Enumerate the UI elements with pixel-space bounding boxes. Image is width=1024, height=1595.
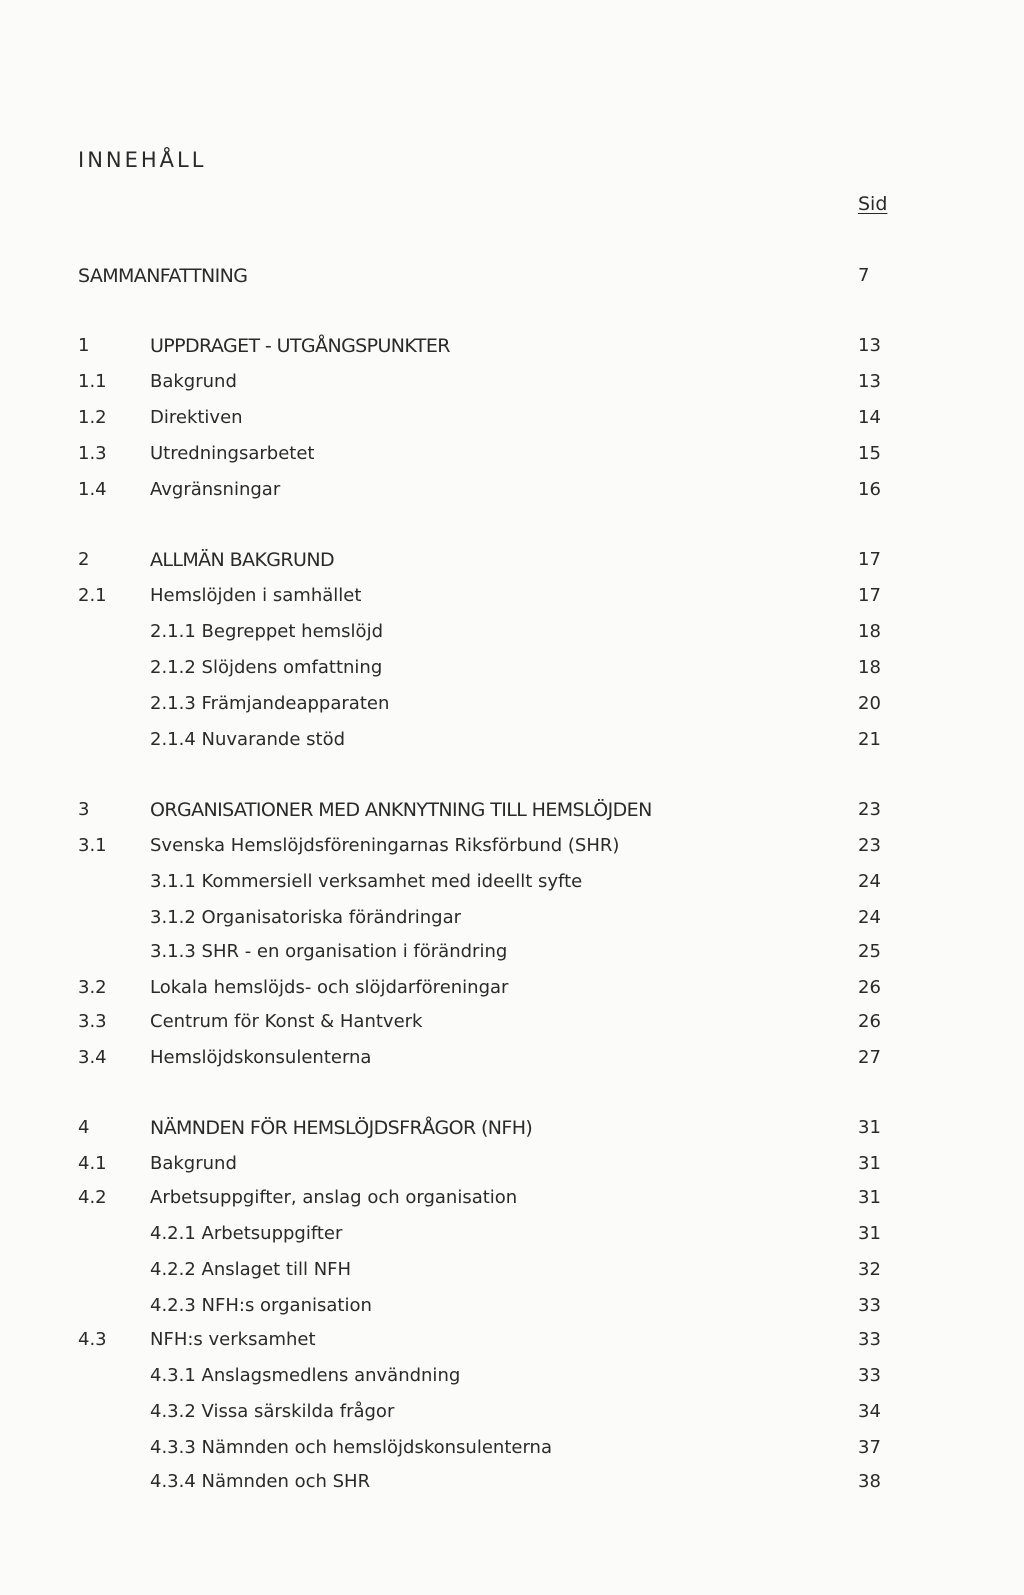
toc-entry-number: 4	[78, 1117, 90, 1138]
toc-entry	[0, 368, 1024, 398]
toc-entry	[0, 476, 1024, 506]
toc-entry-title: Bakgrund	[150, 1153, 237, 1174]
toc-entry-title: 4.2.3 NFH:s organisation	[150, 1295, 372, 1316]
toc-entry-title: 4.3.3 Nämnden och hemslöjdskonsulenterna	[150, 1437, 552, 1458]
toc-entry-page: 33	[858, 1295, 881, 1316]
toc-entry-page: 26	[858, 977, 881, 998]
toc-entry	[0, 1008, 1024, 1038]
toc-entry-page: 32	[858, 1259, 881, 1280]
toc-entry-number: 1.1	[78, 371, 107, 392]
toc-entry-title: UPPDRAGET - UTGÅNGSPUNKTER	[150, 335, 450, 357]
toc-entry	[0, 974, 1024, 1004]
toc-entry	[0, 262, 1024, 292]
toc-entry-page: 31	[858, 1223, 881, 1244]
toc-entry-number: 1.4	[78, 479, 107, 500]
toc-entry-page: 26	[858, 1011, 881, 1032]
toc-entry-number: 3.2	[78, 977, 107, 998]
toc-entry-title: NFH:s verksamhet	[150, 1329, 316, 1350]
toc-entry-title: 4.3.1 Anslagsmedlens användning	[150, 1365, 461, 1386]
toc-entry-number: 2.1	[78, 585, 107, 606]
toc-entry-title: Hemslöjden i samhället	[150, 585, 362, 606]
toc-entry	[0, 726, 1024, 756]
toc-entry-title: Lokala hemslöjds- och slöjdarföreningar	[150, 977, 509, 998]
toc-entry-title: 3.1.1 Kommersiell verksamhet med ideellt syfte	[150, 871, 583, 892]
toc-entry	[0, 1150, 1024, 1180]
toc-entry	[0, 690, 1024, 720]
page-column-label: Sid	[858, 193, 888, 215]
toc-entry-title: 2.1.1 Begreppet hemslöjd	[150, 621, 383, 642]
toc-entry-page: 24	[858, 871, 881, 892]
toc-entry	[0, 868, 1024, 898]
toc-entry	[0, 1468, 1024, 1498]
toc-entry-title: 4.3.2 Vissa särskilda frågor	[150, 1401, 395, 1422]
toc-entry-number: 3.3	[78, 1011, 107, 1032]
toc-entry-title: 3.1.3 SHR - en organisation i förändring	[150, 941, 508, 962]
toc-entry-number: 3.4	[78, 1047, 107, 1068]
toc-entry	[0, 618, 1024, 648]
toc-entry-page: 25	[858, 941, 881, 962]
toc-entry-title: 2.1.3 Främjandeapparaten	[150, 693, 390, 714]
toc-entry-number: 4.3	[78, 1329, 107, 1350]
toc-entry-page: 17	[858, 585, 881, 606]
toc-entry-page: 21	[858, 729, 881, 750]
toc-entry-title: ORGANISATIONER MED ANKNYTNING TILL HEMSLÖJDEN	[150, 799, 652, 821]
toc-entry-page: 38	[858, 1471, 881, 1492]
toc-entry-title: Direktiven	[150, 407, 243, 428]
toc-entry-title: 4.3.4 Nämnden och SHR	[150, 1471, 371, 1492]
toc-entry-page: 34	[858, 1401, 881, 1422]
toc-entry-page: 15	[858, 443, 881, 464]
toc-entry-title: 4.2.1 Arbetsuppgifter	[150, 1223, 343, 1244]
toc-entry-page: 18	[858, 657, 881, 678]
toc-entry-page: 13	[858, 335, 881, 356]
toc-entry	[0, 1114, 1024, 1144]
toc-entry-number: 4.1	[78, 1153, 107, 1174]
toc-entry	[0, 1326, 1024, 1356]
toc-entry-page: 37	[858, 1437, 881, 1458]
toc-entry-page: 27	[858, 1047, 881, 1068]
toc-entry-title: Bakgrund	[150, 371, 237, 392]
toc-entry	[0, 1044, 1024, 1074]
toc-entry	[0, 1362, 1024, 1392]
toc-entry	[0, 904, 1024, 934]
toc-entry	[0, 1184, 1024, 1214]
toc-entry-page: 31	[858, 1117, 881, 1138]
toc-entry	[0, 582, 1024, 612]
toc-entry-title: Hemslöjdskonsulenterna	[150, 1047, 372, 1068]
toc-entry-title: Avgränsningar	[150, 479, 281, 500]
toc-entry-number: 4.2	[78, 1187, 107, 1208]
toc-entry-page: 13	[858, 371, 881, 392]
toc-entry-title: 3.1.2 Organisatoriska förändringar	[150, 907, 462, 928]
toc-entry	[0, 332, 1024, 362]
page-title: INNEHÅLL	[78, 148, 207, 172]
toc-entry-page: 33	[858, 1329, 881, 1350]
toc-entry	[0, 796, 1024, 826]
toc-entry-page: 18	[858, 621, 881, 642]
toc-entry-page: 31	[858, 1153, 881, 1174]
toc-entry-number: 1	[78, 335, 90, 356]
toc-entry-page: 16	[858, 479, 881, 500]
toc-entry	[0, 404, 1024, 434]
toc-entry-number: 3	[78, 799, 90, 820]
toc-entry-title: 4.2.2 Anslaget till NFH	[150, 1259, 352, 1280]
toc-entry-number: 1.3	[78, 443, 107, 464]
toc-entry-title: 2.1.2 Slöjdens omfattning	[150, 657, 383, 678]
toc-entry-page: 7	[858, 265, 870, 286]
toc-entry-number: 2	[78, 549, 90, 570]
toc-entry-page: 33	[858, 1365, 881, 1386]
toc-entry	[0, 1220, 1024, 1250]
toc-entry-title: Utredningsarbetet	[150, 443, 315, 464]
toc-entry-page: 24	[858, 907, 881, 928]
toc-entry-page: 23	[858, 835, 881, 856]
toc-entry-page: 14	[858, 407, 881, 428]
toc-entry-title: SAMMANFATTNING	[78, 265, 248, 287]
toc-entry-page: 17	[858, 549, 881, 570]
toc-entry	[0, 1256, 1024, 1286]
toc-entry	[0, 1292, 1024, 1322]
toc-entry-title: NÄMNDEN FÖR HEMSLÖJDSFRÅGOR (NFH)	[150, 1117, 533, 1139]
toc-entry-number: 3.1	[78, 835, 107, 856]
toc-entry-number: 1.2	[78, 407, 107, 428]
toc-entry-title: Arbetsuppgifter, anslag och organisation	[150, 1187, 518, 1208]
toc-entry-page: 31	[858, 1187, 881, 1208]
toc-entry-title: 2.1.4 Nuvarande stöd	[150, 729, 346, 750]
toc-entry	[0, 1398, 1024, 1428]
toc-entry-page: 20	[858, 693, 881, 714]
toc-entry	[0, 938, 1024, 968]
toc-entry	[0, 440, 1024, 470]
toc-entry-page: 23	[858, 799, 881, 820]
toc-entry-title: Centrum för Konst & Hantverk	[150, 1011, 423, 1032]
toc-entry	[0, 654, 1024, 684]
toc-entry	[0, 1434, 1024, 1464]
toc-entry-title: ALLMÄN BAKGRUND	[150, 549, 334, 571]
toc-entry	[0, 832, 1024, 862]
toc-entry	[0, 546, 1024, 576]
toc-entry-title: Svenska Hemslöjdsföreningarnas Riksförbund (SHR)	[150, 835, 620, 856]
